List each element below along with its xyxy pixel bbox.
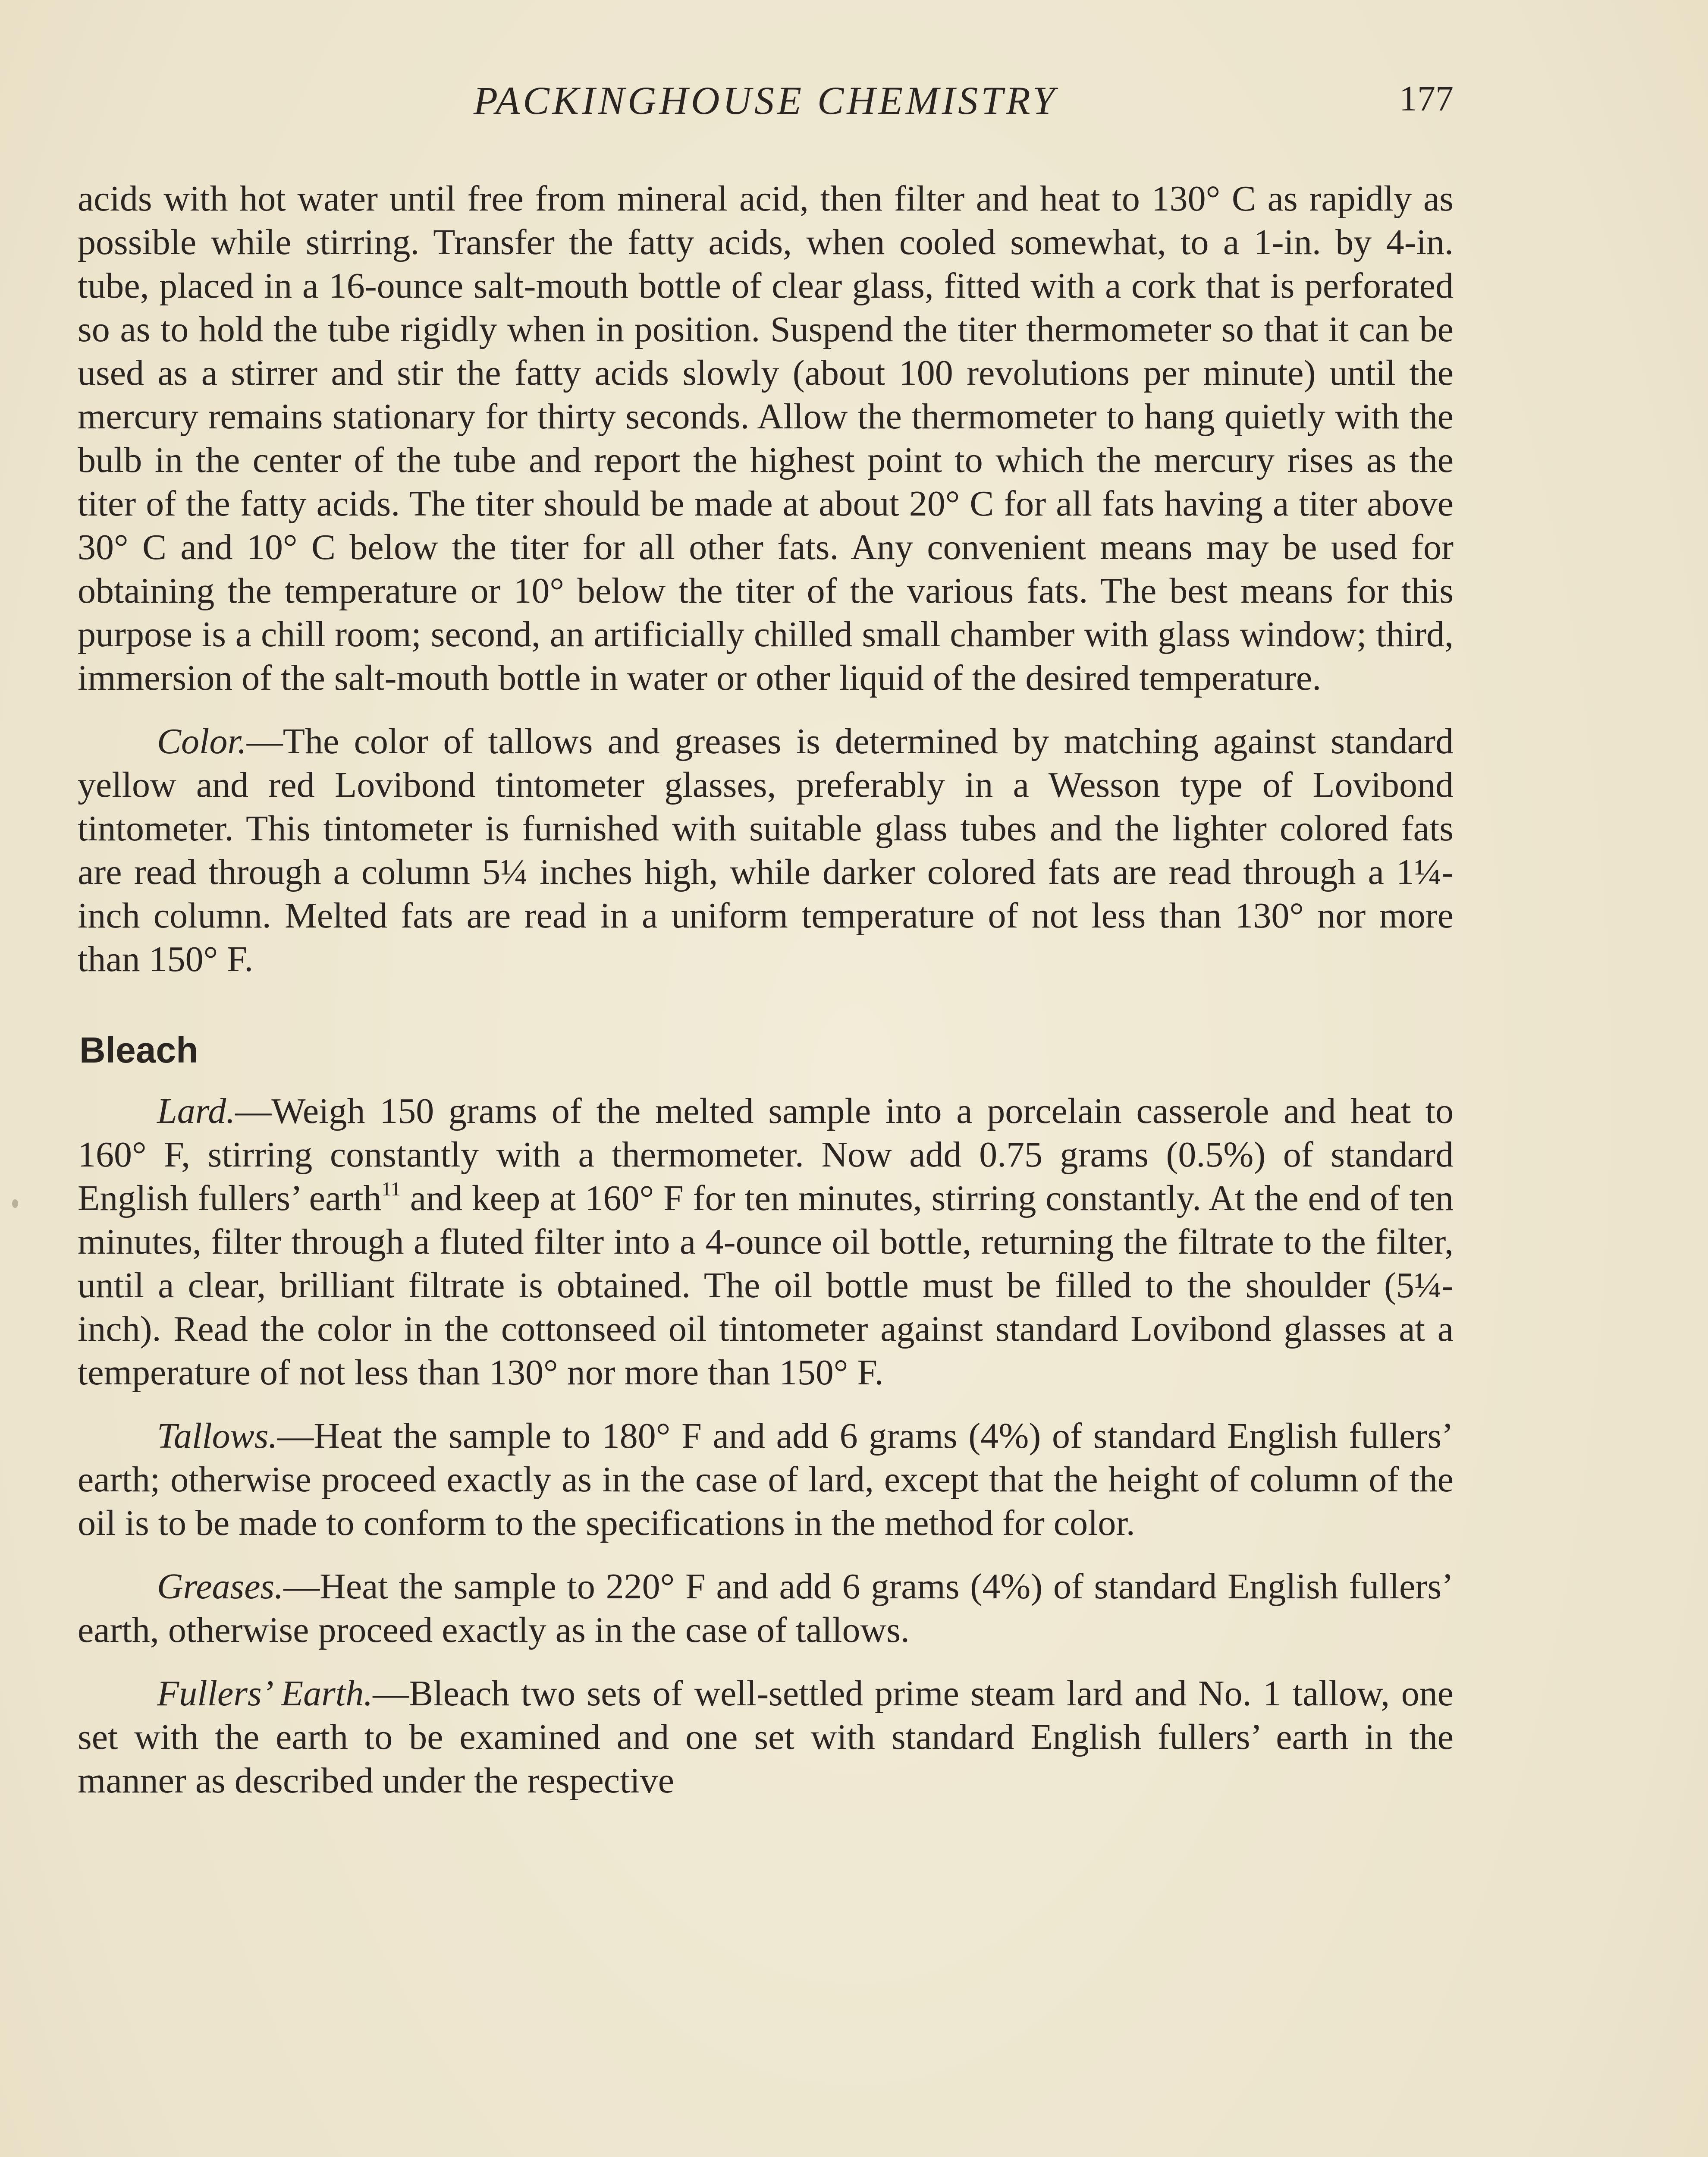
paragraph-tallows <box>78 1414 1454 1545</box>
lard-text-part-2: and keep at 160° F for ten minutes, stirring constantly. At the end of ten minutes, filter through a fluted filter into a 4-ounce oil bottle, returning the filtrate to the filter, until a clear, brilliant filtrate is obtained. The oil bottle must be filled to the shoulder (5¼-inch). Read the color in the cottonseed oil tintometer against standard Lovibond glasses at a temperature of not less than 130° nor more than 150° F. <box>78 1178 1454 1393</box>
tallows-text: —Heat the sample to 180° F and add 6 grams (4%) of standard English fullers’ earth; otherwise proceed exactly as in the case of lard, except that the height of column of the oil is to be made to conform to the specifications in the method for color. <box>78 1416 1454 1543</box>
term-greases: Greases. <box>157 1566 284 1607</box>
page-header <box>78 78 1454 129</box>
section-heading-bleach: Bleach <box>79 1030 198 1070</box>
greases-text: —Heat the sample to 220° F and add 6 grams (4%) of standard English fullers’ earth, otherwise proceed exactly as in the case of tallows. <box>78 1566 1454 1650</box>
term-fullers-earth: Fullers’ Earth. <box>157 1673 373 1714</box>
term-color: Color. <box>157 721 247 761</box>
paragraph-greases <box>78 1565 1454 1652</box>
lard-text-part-1: —Weigh 150 grams of the melted sample into a porcelain casserole and heat to 160° F, stirring constantly with a thermometer. Now add 0.75 grams (0.5%) of standard English fullers’ earth <box>78 1091 1454 1218</box>
footnote-reference: 11 <box>381 1178 401 1200</box>
term-lard: Lard. <box>157 1091 235 1131</box>
fullers-earth-text: —Bleach two sets of well-settled prime steam lard and No. 1 tallow, one set with the earth to be examined and one set with standard English fullers’ earth in the manner as described under the respective <box>78 1673 1454 1801</box>
paragraph-fullers-earth <box>78 1672 1454 1802</box>
term-tallows: Tallows. <box>157 1416 278 1456</box>
paragraph-lard <box>78 1089 1454 1394</box>
running-head: PACKINGHOUSE CHEMISTRY <box>473 79 1058 123</box>
paragraph-color <box>78 720 1454 981</box>
paragraph-titer-continued: acids with hot water until free from mineral acid, then filter and heat to 130° C as rapidly as possible while stirring. Transfer the fatty acids, when cooled somewhat, to a 1-in. by 4-in. tube, placed in a 16-ounce salt-mouth bottle of clear glass, fitted with a cork that is perforated so as to hold the tube rigidly when in position. Suspend the titer thermometer so that it can be used as a stirrer and stir the fatty acids slowly (about 100 revolutions per minute) until the mercury remains stationary for thirty seconds. Allow the thermometer to hang quietly with the bulb in the center of the tube and report the highest point to which the mercury rises as the titer of the fatty acids. The titer should be made at about 20° C for all fats having a titer above 30° C and 10° C below the titer for all other fats. Any convenient means may be used for obtaining the temperature or 10° below the titer of the various fats. The best means for this purpose is a chill room; second, an artificially chilled small chamber with glass window; third, immersion of the salt-mouth bottle in water or other liquid of the desired temperature. <box>78 179 1454 698</box>
stray-ink-dot <box>12 1199 18 1208</box>
color-text: —The color of tallows and greases is determined by matching against standard yellow and red Lovibond tintometer glasses, preferably in a Wesson type of Lovibond tintometer. This tintometer is furnished with suitable glass tubes and the lighter colored fats are read through a column 5¼ inches high, while darker colored fats are read through a 1¼-inch column. Melted fats are read in a uniform temperature of not less than 130° nor more than 150° F. <box>78 721 1454 979</box>
body-text <box>78 177 1454 1822</box>
page-number: 177 <box>1399 79 1454 119</box>
